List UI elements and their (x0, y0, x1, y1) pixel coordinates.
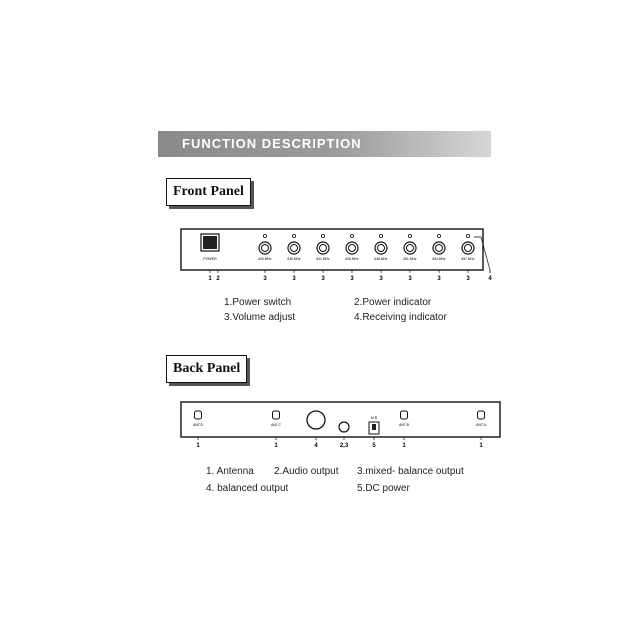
callout-number: 3 (350, 276, 354, 282)
legend-volume-adjust: 3.Volume adjust (224, 312, 296, 323)
legend-receiving-indicator: 4.Receiving indicator (354, 312, 447, 323)
receiving-indicator-led (263, 234, 266, 237)
back-panel-label: Back Panel (166, 355, 247, 383)
audio-output-jack (339, 422, 349, 432)
callout-number: 3 (379, 276, 383, 282)
back-panel-outline (181, 402, 500, 437)
channel-label: 638.MHz (287, 257, 301, 261)
mix-balance-switch-label: M B (370, 416, 378, 420)
receiving-indicator-led (379, 234, 382, 237)
volume-knob (433, 242, 445, 254)
callout-number: 3 (321, 276, 325, 282)
channel-label: 645.MHz (345, 257, 359, 261)
power-switch-rocker (203, 236, 217, 249)
channel-label: 641.MHz (316, 257, 330, 261)
antenna-label: ANT.B (399, 423, 409, 427)
antenna-connector (195, 411, 202, 419)
volume-knob (404, 242, 416, 254)
channel-label: 648.MHz (374, 257, 388, 261)
legend-mixed-balance-output: 3.mixed- balance output (357, 466, 464, 477)
receiving-indicator-led (466, 234, 469, 237)
channel-label: 630.MHz (258, 257, 272, 261)
receiving-indicator-led (292, 234, 295, 237)
power-switch-label: POWER (203, 257, 217, 261)
callout-number: 3 (437, 276, 441, 282)
antenna-label: ANT.C (270, 423, 282, 427)
legend-antenna: 1. Antenna (206, 466, 254, 477)
callout-number: 2,3 (339, 443, 349, 449)
legend-dc-power: 5.DC power (357, 483, 410, 494)
callout-number: 3 (263, 276, 267, 282)
antenna-connector (478, 411, 485, 419)
receiving-indicator-led (437, 234, 440, 237)
volume-knob-group (258, 234, 475, 261)
callout-number: 4 (488, 276, 492, 282)
section-title: FUNCTION DESCRIPTION (182, 136, 362, 151)
callout-number: 5 (372, 443, 376, 449)
channel-label: 651.MHz (403, 257, 417, 261)
volume-knob (462, 242, 474, 254)
callout-number: 4 (314, 443, 318, 449)
callout-number: 2 (216, 276, 220, 282)
front-panel-label: Front Panel (166, 178, 251, 206)
callout-number: 1 (274, 443, 278, 449)
legend-power-indicator: 2.Power indicator (354, 297, 432, 308)
volume-knob (259, 242, 271, 254)
back-callout-group (196, 437, 483, 449)
legend-balanced-output: 4. balanced output (206, 483, 289, 494)
antenna-connector (273, 411, 280, 419)
antenna-label: ANT.D (192, 423, 204, 427)
receiving-indicator-led (321, 234, 324, 237)
volume-knob (375, 242, 387, 254)
callout-number: 3 (408, 276, 412, 282)
callout-number: 1 (196, 443, 200, 449)
mix-balance-switch-toggle (372, 424, 376, 430)
legend-power-switch: 1.Power switch (224, 297, 292, 308)
volume-knob (317, 242, 329, 254)
legend-audio-output: 2.Audio output (274, 466, 339, 477)
callout-number: 3 (292, 276, 296, 282)
callout-number: 1 (208, 276, 212, 282)
channel-label: 654.MHz (432, 257, 446, 261)
balanced-output-connector (307, 411, 325, 429)
receiving-indicator-led (408, 234, 411, 237)
volume-knob (346, 242, 358, 254)
channel-label: 657.MHz (461, 257, 475, 261)
volume-knob (288, 242, 300, 254)
receiving-indicator-led (350, 234, 353, 237)
antenna-label: ANT.A (476, 423, 486, 427)
antenna-connector (401, 411, 408, 419)
callout-number: 3 (466, 276, 470, 282)
callout-number: 1 (479, 443, 483, 449)
callout-number: 1 (402, 443, 406, 449)
